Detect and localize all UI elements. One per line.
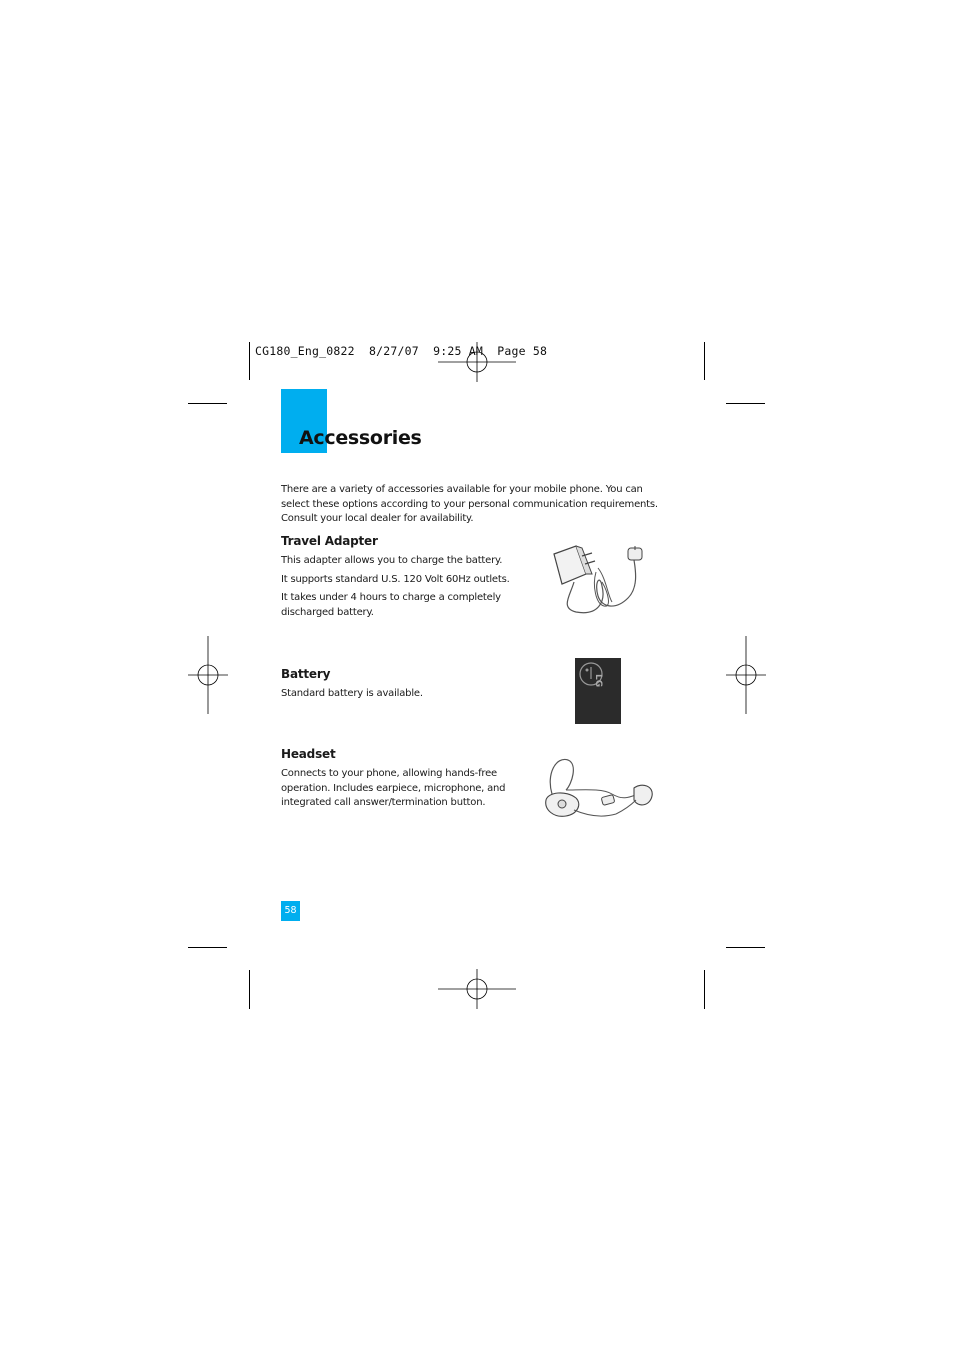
headset-image xyxy=(542,754,658,826)
travel-adapter-image xyxy=(546,542,648,618)
intro-paragraph: There are a variety of accessories available for your mobile phone. You can select these options according to your personal communication requirements. Consult your local dealer for availability. xyxy=(281,484,658,524)
section-title: Battery xyxy=(281,667,331,681)
section-title: Headset xyxy=(281,747,336,761)
crop-mark xyxy=(704,970,705,1009)
crop-mark xyxy=(726,947,765,948)
page-title: Accessories xyxy=(299,427,422,449)
section-battery xyxy=(281,667,541,702)
section-paragraph: It takes under 4 hours to charge a completely discharged battery. xyxy=(281,592,501,618)
crop-mark xyxy=(249,342,250,380)
section-paragraph: It supports standard U.S. 120 Volt 60Hz outlets. xyxy=(281,573,510,585)
crop-mark xyxy=(249,970,250,1009)
section-paragraph: This adapter allows you to charge the battery. xyxy=(281,555,503,566)
header-date: 8/27/07 xyxy=(368,344,419,358)
crop-mark xyxy=(704,342,705,380)
header-time: 9:25 AM xyxy=(433,344,483,358)
header-page-label: Page 58 xyxy=(497,344,548,358)
section-headset xyxy=(281,747,536,811)
crop-mark xyxy=(726,403,765,404)
registration-mark-icon xyxy=(438,342,516,382)
section-paragraph: Connects to your phone, allowing hands-free operation. Includes earpiece, microphone, and integrated call answer/termination button. xyxy=(281,768,506,808)
crop-mark xyxy=(188,947,227,948)
section-paragraph: Standard battery is available. xyxy=(281,688,423,699)
header-file-name: CG180_Eng_0822 xyxy=(255,344,355,358)
registration-mark-icon xyxy=(726,636,766,714)
page-number: 58 xyxy=(281,901,300,921)
crop-mark xyxy=(188,403,227,404)
battery-brand-label: LG xyxy=(593,674,603,688)
section-title: Travel Adapter xyxy=(281,534,378,548)
section-travel-adapter xyxy=(281,534,541,620)
battery-image xyxy=(575,658,621,724)
registration-mark-icon xyxy=(188,636,228,714)
registration-mark-icon xyxy=(438,969,516,1009)
